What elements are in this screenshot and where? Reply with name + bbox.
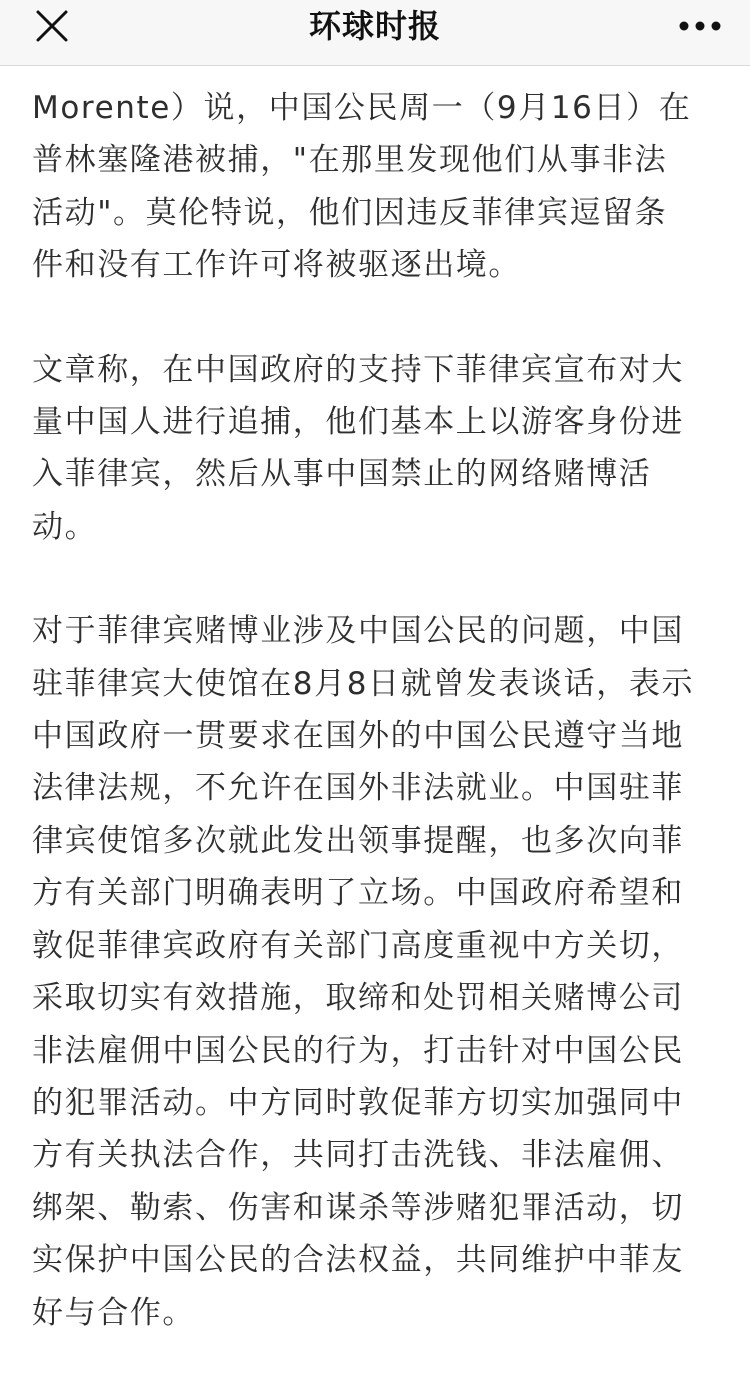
article-body[interactable]	[0, 66, 750, 1331]
nav-bar	[0, 0, 750, 66]
paragraph-line: 方有关部门明确表明了立场。中国政府希望和	[32, 875, 684, 912]
paragraph-line: 驻菲律宾大使馆在8月8日就曾发表谈话，表示	[32, 665, 695, 702]
paragraph-line: 普林塞隆港被捕，"在那里发现他们从事非法	[32, 142, 668, 179]
page-title: 环球时报	[308, 7, 441, 45]
paragraph-line: 动。	[32, 508, 98, 545]
paragraph-line: 好与合作。	[32, 1294, 195, 1331]
article-paragraph	[32, 344, 722, 554]
paragraph-line: 绑架、勒索、伤害和谋杀等涉赌犯罪活动，切	[32, 1189, 684, 1226]
more-button[interactable]	[672, 4, 728, 48]
paragraph-line: 活动"。莫伦特说，他们因违反菲律宾逗留条	[32, 194, 668, 231]
paragraph-line: 量中国人进行追捕，他们基本上以游客身份进	[32, 404, 684, 441]
paragraph-line: 对于菲律宾赌博业涉及中国公民的问题，中国	[32, 613, 684, 650]
paragraph-line: 文章称，在中国政府的支持下菲律宾宣布对大	[32, 351, 684, 388]
paragraph-line: 实保护中国公民的合法权益，共同维护中菲友	[32, 1242, 684, 1279]
article-paragraph	[32, 82, 722, 292]
article-content	[32, 82, 722, 1391]
paragraph-line: 律宾使馆多次就此发出领事提醒，也多次向菲	[32, 822, 684, 859]
article-paragraph	[32, 605, 722, 1339]
paragraph-line: Morente）说，中国公民周一（9月16日）在	[32, 90, 692, 126]
paragraph-line: 的犯罪活动。中方同时敦促菲方切实加强同中	[32, 1084, 684, 1121]
paragraph-line: 非法雇佣中国公民的行为，打击针对中国公民	[32, 1032, 684, 1069]
paragraph-line: 件和没有工作许可将被驱逐出境。	[32, 247, 521, 284]
paragraph-line: 方有关执法合作，共同打击洗钱、非法雇佣、	[32, 1137, 684, 1174]
paragraph-line: 入菲律宾，然后从事中国禁止的网络赌博活	[32, 456, 652, 493]
paragraph-line: 中国政府一贯要求在国外的中国公民遵守当地	[32, 718, 684, 755]
paragraph-line: 敦促菲律宾政府有关部门高度重视中方关切，	[32, 927, 684, 964]
paragraph-line: 法律法规，不允许在国外非法就业。中国驻菲	[32, 770, 684, 807]
paragraph-line: 采取切实有效措施，取缔和处罚相关赌博公司	[32, 980, 684, 1017]
more-dots-icon	[678, 20, 722, 32]
